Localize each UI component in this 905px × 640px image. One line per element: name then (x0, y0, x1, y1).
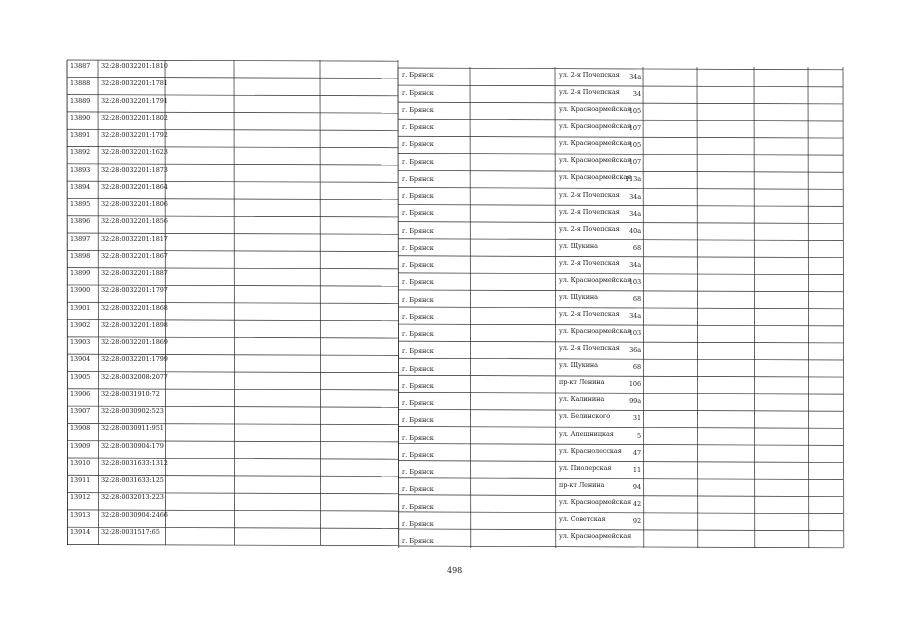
city-name: г. Брянск (402, 174, 434, 183)
street-name: ул. Красноармейская (559, 156, 632, 165)
table-rule (697, 67, 698, 548)
cadastral-number: 32:28:0032201:1817 (101, 234, 168, 243)
city-name: г. Брянск (402, 502, 434, 511)
table-rule (398, 188, 843, 190)
table-rule (398, 478, 843, 480)
table-rule (398, 324, 843, 326)
cadastral-number: 32:28:0032201:1873 (101, 165, 168, 174)
table-rule (398, 341, 843, 343)
cadastral-number: 32:28:0032201:1864 (101, 182, 168, 191)
cadastral-number: 32:28:0032201:1791 (101, 96, 168, 105)
street-name: ул. Красноармейская (559, 122, 632, 131)
city-name: г. Брянск (402, 261, 434, 270)
table-rule (398, 409, 843, 411)
house-number: 105 (628, 107, 641, 116)
street-name: ул. Красноармейская (559, 105, 632, 114)
house-number: 68 (632, 363, 641, 372)
city-name: г. Брянск (402, 295, 434, 304)
street-name: ул. 2-я Почепская (559, 224, 620, 233)
row-number: 13909 (70, 441, 91, 450)
table-rule (98, 60, 99, 545)
row-number: 13899 (70, 269, 91, 277)
table-rule (398, 205, 843, 207)
city-name: г. Брянск (402, 243, 434, 252)
street-name: пр-кт Ленина (559, 480, 605, 489)
row-number: 13908 (70, 424, 91, 433)
house-number: 34а (629, 209, 641, 218)
table-rule (67, 60, 68, 545)
city-name: г. Брянск (402, 399, 434, 408)
street-name: ул. Пиолерская (559, 463, 612, 472)
row-number: 13895 (70, 200, 91, 208)
table-rule (754, 67, 755, 548)
cadastral-number: 32:28:0032201:1810 (101, 62, 168, 70)
city-name: г. Брянск (402, 88, 434, 97)
row-number: 13914 (70, 527, 91, 536)
house-number: 113а (625, 175, 641, 184)
city-name: г. Брянск (402, 209, 434, 218)
table-rule (398, 170, 843, 172)
table-rule (398, 290, 843, 292)
table-rule (398, 102, 843, 104)
row-number: 13910 (70, 458, 91, 467)
cadastral-number: 32:28:0032201:1806 (101, 200, 168, 208)
street-name: пр-кт Ленина (559, 378, 605, 387)
house-number: 31 (632, 414, 641, 423)
row-number: 13912 (70, 493, 91, 502)
street-name: ул. Красноармейская (559, 497, 632, 506)
cadastral-number: 32:28:0032201:1887 (101, 269, 168, 277)
table-rule (398, 546, 843, 548)
row-number: 13905 (70, 372, 91, 381)
row-number: 13897 (70, 234, 91, 243)
house-number: 99а (629, 397, 641, 406)
street-name: ул. 2-я Почепская (559, 344, 620, 353)
table-rule (67, 545, 398, 546)
house-number: 94 (632, 482, 641, 491)
table-rule (398, 512, 843, 514)
row-number: 13892 (70, 148, 91, 157)
cadastral-number: 32:28:0032201:1792 (101, 131, 168, 139)
cadastral-number: 32:28:0031633:125 (101, 476, 164, 484)
cadastral-number: 32:28:0032201:1867 (101, 251, 168, 260)
table-rule (470, 67, 471, 548)
cadastral-number: 32:28:0030904:2466 (101, 510, 168, 519)
street-name: ул. Красноармейская (559, 139, 632, 148)
table-rule (398, 307, 843, 309)
cadastral-number: 32:28:0032201:1869 (101, 338, 168, 346)
table-rule (398, 392, 843, 394)
city-name: г. Брянск (402, 105, 434, 114)
cadastral-number: 32:28:0032013:223 (101, 493, 164, 502)
street-name: ул. 2-я Почепская (559, 88, 620, 97)
house-number: 103 (628, 277, 641, 286)
cadastral-number: 32:28:0030904:179 (101, 441, 164, 450)
row-number: 13887 (70, 62, 91, 70)
table-rule (67, 164, 398, 165)
city-name: г. Брянск (402, 450, 434, 459)
row-number: 13902 (70, 320, 91, 329)
cadastral-number: 32:28:0032201:1898 (101, 320, 168, 329)
house-number: 34а (629, 260, 641, 269)
table-rule (555, 67, 556, 548)
row-number: 13898 (70, 251, 91, 260)
house-number: 68 (632, 243, 641, 252)
city-name: г. Брянск (402, 157, 434, 166)
cadastral-number: 32:28:0032201:1802 (101, 113, 168, 122)
house-number: 47 (632, 448, 641, 457)
house-number: 92 (632, 516, 641, 525)
street-name: ул. Белинского (559, 412, 611, 421)
table-rule (398, 273, 843, 275)
street-name: ул. Красноармейская (559, 173, 632, 182)
city-name: г. Брянск (402, 519, 434, 528)
house-number: 5 (636, 431, 641, 440)
cadastral-number: 32:28:0032201:1799 (101, 355, 168, 364)
city-name: г. Брянск (402, 381, 434, 390)
city-name: г. Брянск (402, 226, 434, 235)
table-rule (398, 67, 399, 548)
house-number: 103 (628, 329, 641, 338)
house-number: 11 (632, 465, 641, 474)
street-name: ул. Калинина (559, 395, 605, 404)
city-name: г. Брянск (402, 71, 434, 80)
house-number: 36а (629, 346, 641, 355)
street-name: ул. 2-я Почепская (559, 71, 620, 79)
cadastral-number: 32:28:0031633:1312 (101, 458, 168, 467)
table-rule (843, 67, 844, 548)
row-number: 13896 (70, 217, 91, 226)
cadastral-number: 32:28:0030902:523 (101, 407, 164, 415)
table-rule (643, 67, 644, 548)
city-name: г. Брянск (402, 192, 434, 201)
cadastral-number: 32:28:0032201:1623 (101, 148, 168, 157)
house-number: 106 (628, 380, 641, 389)
table-rule (398, 239, 843, 241)
row-number: 13894 (70, 182, 91, 191)
table-rule (808, 67, 809, 548)
city-name: г. Брянск (402, 140, 434, 149)
cadastral-number: 32:28:0032201:1797 (101, 286, 168, 295)
house-number: 34а (629, 73, 641, 81)
page-number: 498 (447, 566, 463, 575)
city-name: г. Брянск (402, 347, 434, 356)
table-rule (398, 444, 843, 446)
table-rule (234, 60, 235, 545)
house-number: 34а (629, 192, 641, 201)
house-number: 40а (629, 226, 641, 235)
table-rule (398, 375, 843, 377)
city-name: г. Брянск (402, 364, 434, 373)
house-number: 107 (628, 158, 641, 167)
table-rule (67, 112, 398, 113)
row-number: 13911 (70, 476, 91, 484)
street-name: ул. Щукина (559, 361, 598, 370)
house-number: 34а (629, 312, 641, 320)
city-name: г. Брянск (402, 537, 434, 546)
house-number: 34 (632, 90, 641, 99)
street-name: ул. 2-я Почепская (559, 310, 620, 318)
cadastral-number: 32:28:0031517:65 (101, 527, 160, 536)
city-name: г. Брянск (402, 278, 434, 287)
city-name: г. Брянск (402, 123, 434, 132)
street-name: ул. Щукина (559, 241, 598, 250)
table-rule (398, 136, 843, 138)
cadastral-number: 32:28:0032008:2077 (101, 372, 168, 381)
city-name: г. Брянск (402, 468, 434, 477)
table-rule (398, 153, 843, 155)
table-rule (320, 60, 321, 545)
house-number: 105 (628, 141, 641, 150)
street-name: ул. Щукина (559, 292, 598, 301)
street-name: ул. 2-я Почепская (559, 258, 620, 267)
row-number: 13906 (70, 389, 91, 398)
table-rule (398, 529, 843, 531)
city-name: г. Брянск (402, 330, 434, 339)
table-rule (398, 495, 843, 497)
street-name: ул. Апешницкая (559, 429, 614, 438)
table-rule (398, 461, 843, 463)
street-name: ул. Красноармейская (559, 531, 632, 540)
row-number: 13893 (70, 165, 91, 174)
row-number: 13888 (70, 79, 91, 88)
table-rule (398, 68, 843, 70)
street-name: ул. Краснолесская (559, 446, 622, 455)
street-name: ул. 2-я Почепская (559, 190, 620, 199)
row-number: 13901 (70, 303, 91, 312)
city-name: г. Брянск (402, 433, 434, 442)
row-number: 13889 (70, 96, 91, 105)
cadastral-number: 32:28:0032201:1781 (101, 79, 168, 88)
city-name: г. Брянск (402, 416, 434, 425)
row-number: 13900 (70, 286, 91, 295)
house-number: 107 (628, 124, 641, 133)
table-rule (398, 85, 843, 87)
street-name: ул. Красноармейская (559, 327, 632, 336)
cadastral-number: 32:28:0032201:1856 (101, 217, 168, 226)
table-rule (398, 256, 843, 258)
house-number: 68 (632, 294, 641, 303)
row-number: 13903 (70, 338, 91, 346)
cadastral-number: 32:28:0032201:1868 (101, 303, 168, 312)
row-number: 13890 (70, 113, 91, 122)
row-number: 13907 (70, 407, 91, 415)
row-number: 13891 (70, 131, 91, 139)
row-number: 13913 (70, 510, 91, 519)
street-name: ул. 2-я Почепская (559, 207, 620, 216)
house-number: 42 (632, 499, 641, 508)
street-name: ул. Советская (559, 514, 606, 523)
table-rule (67, 95, 398, 96)
city-name: г. Брянск (402, 312, 434, 321)
table-rule (398, 358, 843, 360)
street-name: ул. Красноармейская (559, 275, 632, 284)
row-number: 13904 (70, 355, 91, 364)
table-rule (398, 119, 843, 121)
table-rule (398, 222, 843, 224)
cadastral-number: 32:28:0031910:72 (101, 389, 160, 398)
cadastral-number: 32:28:0030911:951 (101, 424, 164, 433)
table-rule (398, 427, 843, 429)
city-name: г. Брянск (402, 485, 434, 494)
